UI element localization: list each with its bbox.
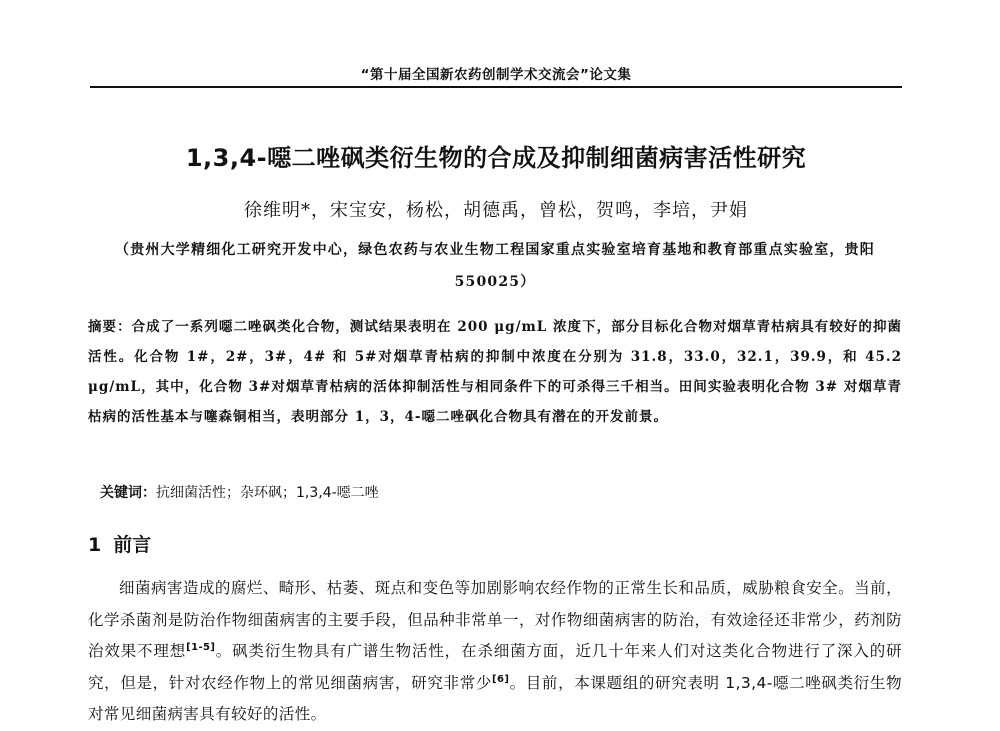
abstract <box>88 312 902 432</box>
paper-title: 1,3,4-噁二唑砜类衍生物的合成及抑制细菌病害活性研究 <box>185 144 807 172</box>
body-text-part: 。目前，本课题组的研究表明 1,3,4-噁二唑砜类衍生物对常见细菌病害具有较好的活性。 <box>88 673 902 723</box>
section-title: 前言 <box>113 534 152 556</box>
affiliation: （贵州大学精细化工研究开发中心，绿色农药与农业生物工程国家重点实验室培育基地和教育部重点实验室，贵阳 550025） <box>115 242 875 290</box>
running-head: “第十届全国新农药创制学术交流会”论文集 <box>360 67 632 83</box>
author-list: 徐维明*，宋宝安，杨松，胡德禹，曾松，贺鸣，李培，尹娟 <box>244 200 748 221</box>
body-paragraph <box>88 573 902 731</box>
abstract-label: 摘要： <box>88 319 132 335</box>
citation-ref[interactable]: [1-5] <box>186 641 216 653</box>
body-text-part: 。砜类衍生物具有广谱生物活性，在杀细菌方面，近几十年来人们对这类化合物进行了深入的研究，但是，针对农经作物上的常见细菌病害，研究非常少 <box>88 642 902 692</box>
abstract-text: 合成了一系列噁二唑砜类化合物，测试结果表明在 200 μg/mL 浓度下，部分目标化合物对烟草青枯病具有较好的抑菌活性。化合物 1#，2#，3#，4# 和 5#对烟草青枯病的抑制中浓度在分别为 31.8，33.0，32.1，39.9，和 45.2 μg/mL，其中，化合物 3#对烟草青枯病的活体抑制活性与相同条件下的可杀得三千相当。田间实验表明化合物 3# 对烟草青枯病的活性基本与噻森铜相当，表明部分 1，3，4-噁二唑砜化合物具有潜在的开发前景。 <box>88 319 903 425</box>
keywords-text: 抗细菌活性；杂环砜；1,3,4-噁二唑 <box>156 485 379 501</box>
keywords <box>100 482 900 502</box>
section-number: 1 <box>88 534 102 556</box>
keywords-label: 关键词： <box>100 485 156 501</box>
section-heading <box>88 530 151 557</box>
header-rule <box>90 86 902 88</box>
citation-ref[interactable]: [6] <box>492 673 510 685</box>
body-text-part: 细菌病害造成的腐烂、畸形、枯萎、斑点和变色等加剧影响农经作物的正常生长和品质，威胁粮食安全。当前，化学杀菌剂是防治作物细菌病害的主要手段，但品种非常单一，对作物细菌病害的防治，有效途径还非常少，药剂防治效果不理想 <box>88 579 902 660</box>
